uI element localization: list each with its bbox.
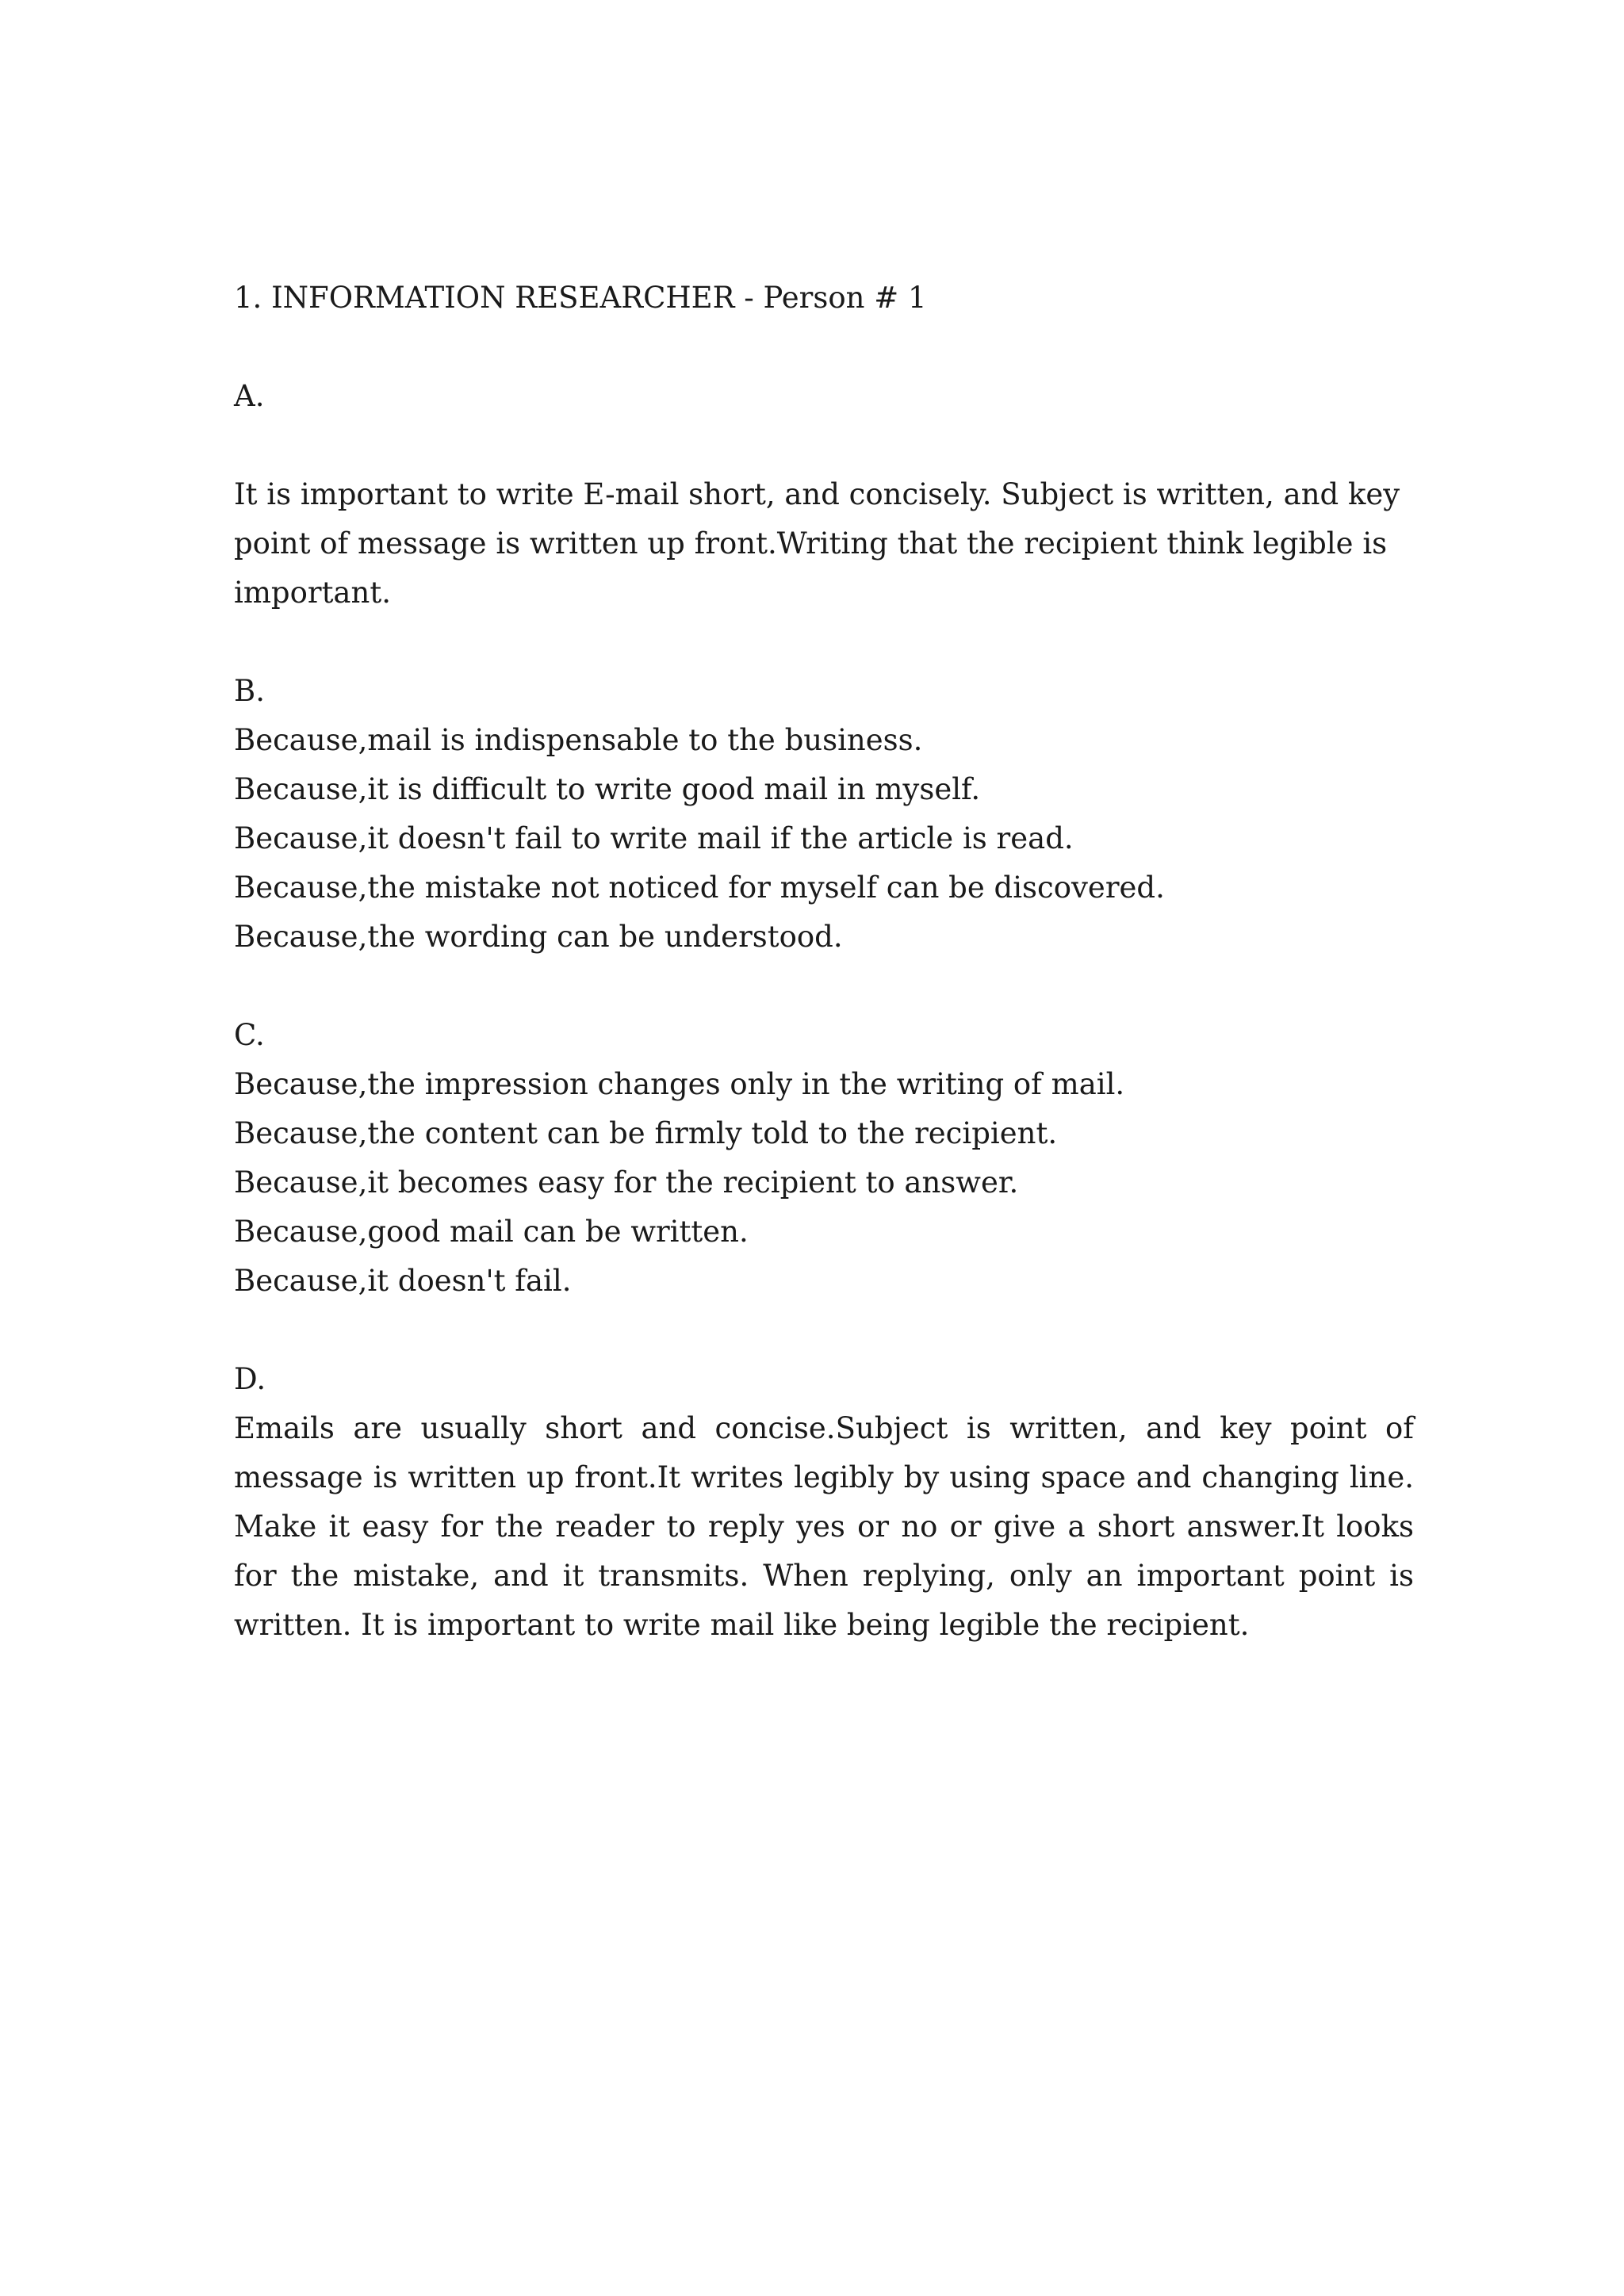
spacer xyxy=(234,323,1414,372)
spacer xyxy=(234,962,1414,1011)
section-b-line: Because,mail is indispensable to the business. xyxy=(234,723,923,757)
section-b-label: B. xyxy=(234,674,265,708)
section-d-text: Emails are usually short and concise.Subject is written, and key point of message is written up front.It writes legibly by using space and changing line. Make it easy for the reader to reply yes or no or give a short answer.It looks for the mistake, and it transmits. When replying, only an important point is written. It is important to write mail like being legible the recipient. xyxy=(234,1411,1414,1642)
section-c-line: Because,it becomes easy for the recipient to answer. xyxy=(234,1165,1019,1200)
section-b-line: Because,it is difficult to write good mail in myself. xyxy=(234,772,981,806)
section-c-line: Because,the content can be firmly told to the recipient. xyxy=(234,1116,1058,1150)
section-c-line: Because,it doesn't fail. xyxy=(234,1264,572,1298)
section-c-line: Because,good mail can be written. xyxy=(234,1215,749,1249)
section-b-line: Because,it doesn't fail to write mail if the article is read. xyxy=(234,821,1074,855)
section-b-line: Because,the mistake not noticed for myself can be discovered. xyxy=(234,871,1165,905)
document-title: 1. INFORMATION RESEARCHER - Person # 1 xyxy=(234,281,927,315)
section-a-text: It is important to write E-mail short, and concisely. Subject is written, and key point of message is written up front.Writing that the recipient think legible is important. xyxy=(234,477,1400,610)
section-d-label: D. xyxy=(234,1362,266,1396)
section-c-label: C. xyxy=(234,1018,265,1052)
section-b-line: Because,the wording can be understood. xyxy=(234,920,843,954)
document-page xyxy=(234,274,1414,1650)
spacer xyxy=(234,618,1414,667)
spacer xyxy=(234,1306,1414,1355)
section-a-label: A. xyxy=(234,379,265,413)
spacer xyxy=(234,421,1414,470)
section-c-line: Because,the impression changes only in the writing of mail. xyxy=(234,1067,1125,1101)
